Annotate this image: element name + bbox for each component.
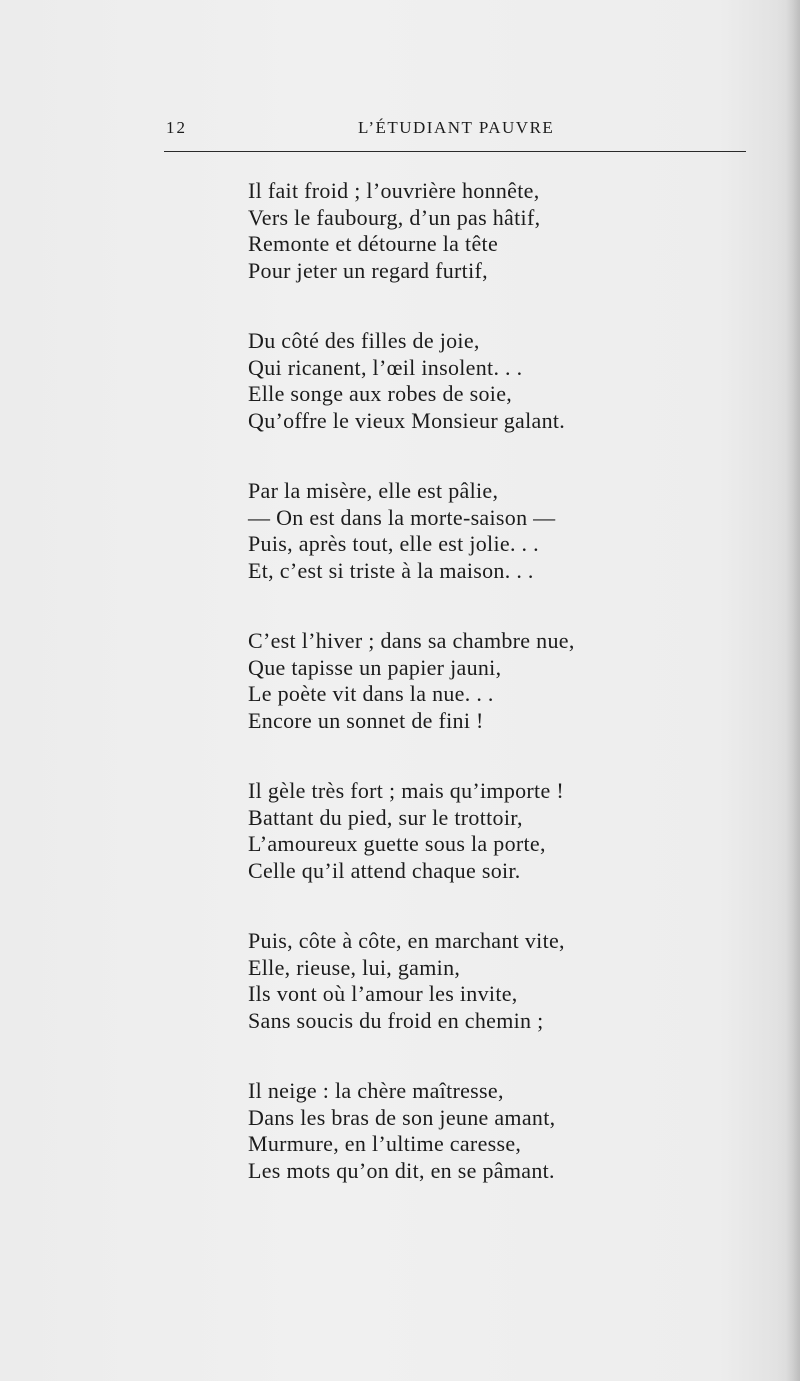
poem-line: Battant du pied, sur le trottoir,	[248, 804, 523, 830]
stanza-4	[248, 628, 628, 734]
page-edge-shadow	[786, 0, 800, 1381]
poem-line: Pour jeter un regard furtif,	[248, 257, 488, 283]
page-number: 12	[166, 118, 187, 137]
stanza-2	[248, 328, 628, 434]
poem-line: Et, c’est si triste à la maison. . .	[248, 557, 534, 583]
poem-line: Il gèle très fort ; mais qu’importe !	[248, 778, 564, 803]
poem-line: Il neige : la chère maîtresse,	[248, 1078, 504, 1103]
poem-line: Il fait froid ; l’ouvrière honnête,	[248, 178, 540, 203]
running-title: L’ÉTUDIANT PAUVRE	[358, 118, 555, 137]
poem-line: Murmure, en l’ultime caresse,	[248, 1131, 522, 1156]
page-header	[166, 118, 746, 144]
poem-line: Du côté des filles de joie,	[248, 328, 480, 353]
stanza-6	[248, 928, 628, 1034]
header-rule	[164, 151, 746, 152]
poem-line: Elle songe aux robes de soie,	[248, 381, 513, 406]
poem-line: Que tapisse un papier jauni,	[248, 654, 502, 680]
poem-line: Puis, après tout, elle est jolie. . .	[248, 531, 539, 556]
poem-line: Remonte et détourne la tête	[248, 231, 499, 256]
poem-line: Ils vont où l’amour les invite,	[248, 981, 518, 1006]
poem-line: Par la misère, elle est pâlie,	[248, 478, 499, 503]
poem-line: Elle, rieuse, lui, gamin,	[248, 954, 461, 980]
poem	[248, 178, 628, 1228]
poem-line: Celle qu’il attend chaque soir.	[248, 857, 521, 883]
stanza-1	[248, 178, 628, 284]
poem-line: — On est dans la morte-saison —	[248, 504, 556, 530]
stanza-5	[248, 778, 628, 884]
poem-line: Qui ricanent, l’œil insolent. . .	[248, 354, 523, 380]
poem-line: L’amoureux guette sous la porte,	[248, 831, 546, 856]
poem-line: Encore un sonnet de fini !	[248, 707, 484, 733]
poem-line: Le poète vit dans la nue. . .	[248, 681, 494, 706]
poem-line: C’est l’hiver ; dans sa chambre nue,	[248, 628, 575, 653]
stanza-3	[248, 478, 628, 584]
poem-line: Puis, côte à côte, en marchant vite,	[248, 928, 565, 953]
poem-line: Les mots qu’on dit, en se pâmant.	[248, 1157, 555, 1183]
poem-line: Vers le faubourg, d’un pas hâtif,	[248, 204, 541, 230]
stanza-7	[248, 1078, 628, 1184]
poem-line: Sans soucis du froid en chemin ;	[248, 1007, 544, 1033]
poem-line: Dans les bras de son jeune amant,	[248, 1104, 556, 1130]
poem-line: Qu’offre le vieux Monsieur galant.	[248, 407, 566, 433]
